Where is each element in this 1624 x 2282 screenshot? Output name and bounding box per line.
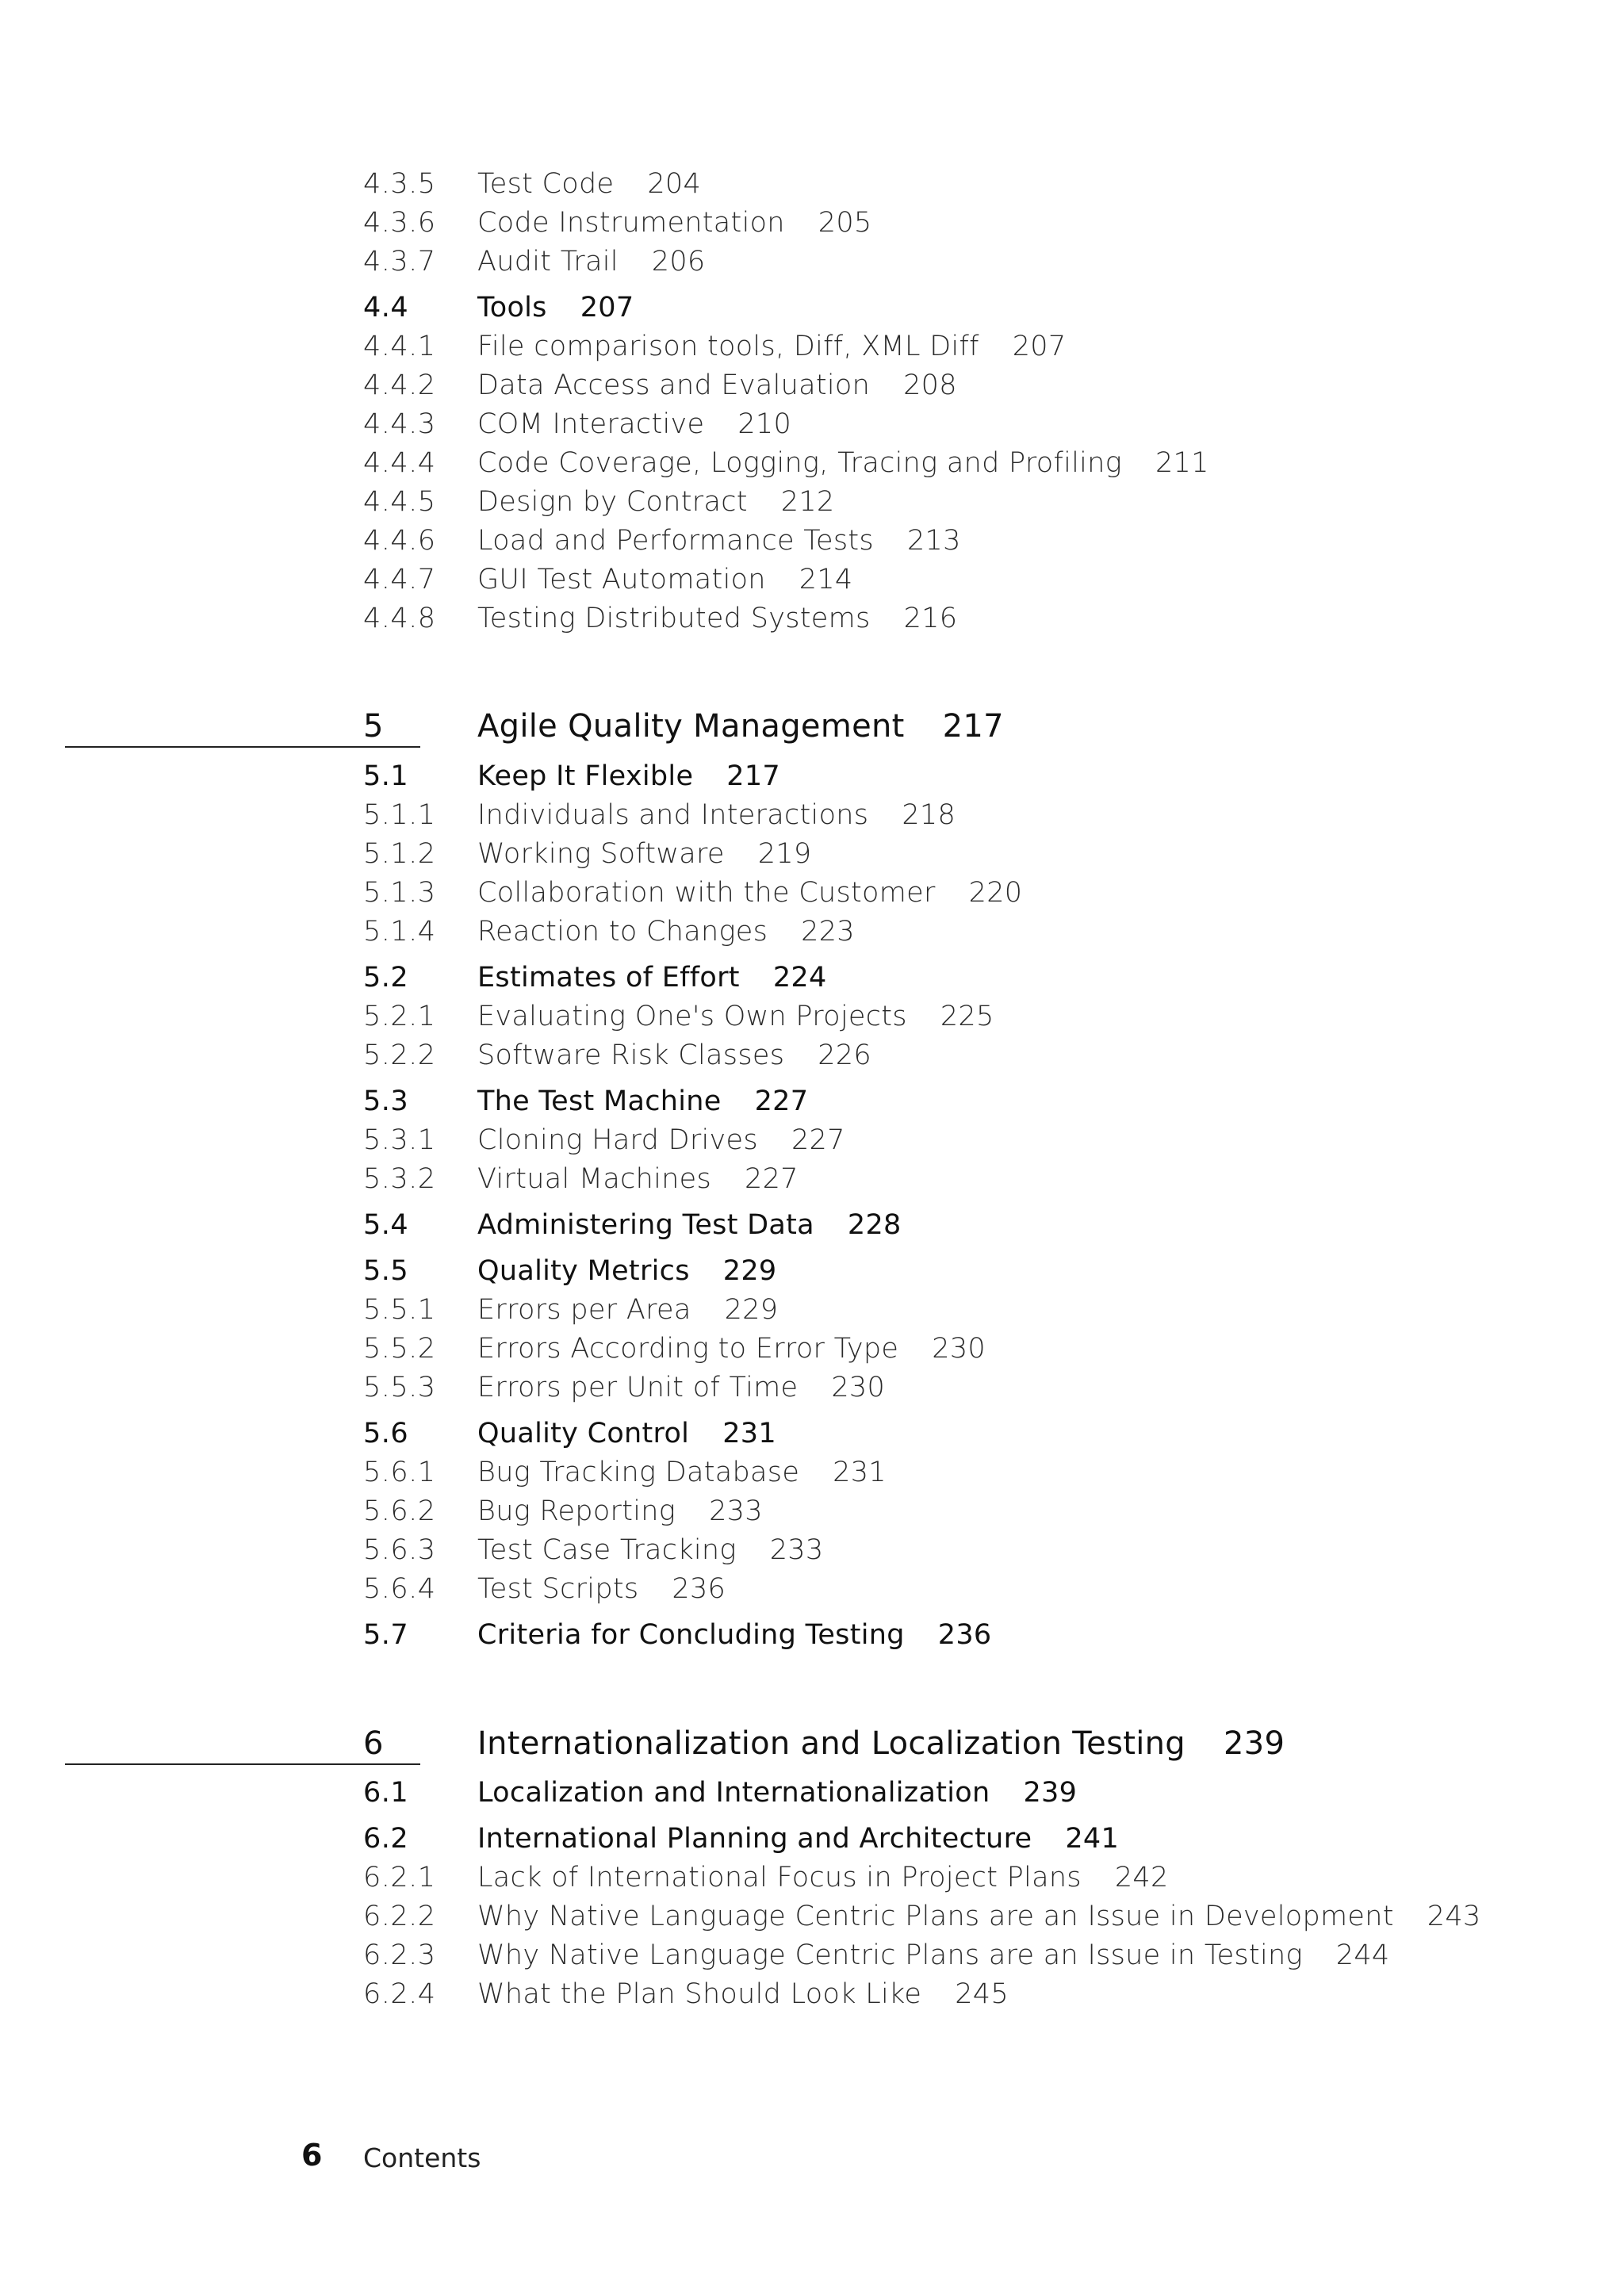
toc-entry-number: 4.4.1 bbox=[363, 331, 436, 362]
footer-label: Contents bbox=[363, 2142, 481, 2173]
toc-entry-number: 6.2.1 bbox=[363, 1862, 436, 1893]
toc-entry-page: 227 bbox=[745, 1163, 799, 1195]
toc-entry-title-text: Why Native Language Centric Plans are an Issue in Testing bbox=[477, 1939, 1303, 1971]
toc-entry-title bbox=[477, 1294, 778, 1326]
toc-entry-title bbox=[477, 1725, 1285, 1762]
toc-entry-page: 231 bbox=[722, 1418, 776, 1449]
toc-entry-title-text: What the Plan Should Look Like bbox=[477, 1978, 922, 2010]
toc-entry-title-text: Code Coverage, Logging, Tracing and Profiling bbox=[477, 447, 1122, 479]
toc-section-entry bbox=[0, 1255, 1624, 1295]
toc-entry-number: 6 bbox=[363, 1725, 384, 1762]
toc-subsection-entry bbox=[0, 246, 1624, 285]
toc-entry-title-text: Quality Control bbox=[477, 1418, 690, 1449]
toc-entry-title bbox=[477, 1457, 887, 1488]
toc-entry-title bbox=[477, 1209, 902, 1241]
toc-subsection-entry bbox=[0, 1457, 1624, 1496]
toc-entry-title-text: Localization and Internationalization bbox=[477, 1777, 990, 1809]
toc-entry-title bbox=[477, 486, 835, 518]
toc-subsection-entry bbox=[0, 1901, 1624, 1940]
toc-entry-number: 5.1.2 bbox=[363, 838, 436, 870]
toc-entry-page: 243 bbox=[1427, 1901, 1481, 1932]
toc-entry-number: 5.1.4 bbox=[363, 916, 436, 948]
toc-entry-title-text: Cloning Hard Drives bbox=[477, 1124, 758, 1156]
toc-entry-page: 245 bbox=[955, 1978, 1009, 2010]
toc-entry-title-text: Virtual Machines bbox=[477, 1163, 712, 1195]
toc-entry-title-text: Internationalization and Localization Testing bbox=[477, 1725, 1185, 1762]
toc-entry-page: 226 bbox=[818, 1040, 871, 1071]
toc-entry-title-text: File comparison tools, Diff, XML Diff bbox=[477, 331, 979, 362]
toc-entry-title-text: Bug Reporting bbox=[477, 1495, 676, 1527]
toc-entry-title bbox=[477, 1901, 1480, 1932]
toc-section-entry bbox=[0, 1823, 1624, 1863]
toc-entry-page: 241 bbox=[1065, 1823, 1120, 1855]
toc-entry-number: 4.3.6 bbox=[363, 207, 436, 239]
toc-entry-title bbox=[477, 1823, 1119, 1855]
toc-entry-title bbox=[477, 708, 1004, 745]
toc-subsection-entry bbox=[0, 1862, 1624, 1901]
toc-subsection-entry bbox=[0, 1294, 1624, 1334]
toc-subsection-entry bbox=[0, 1495, 1624, 1535]
toc-subsection-entry bbox=[0, 486, 1624, 526]
toc-section-entry bbox=[0, 1777, 1624, 1817]
toc-entry-title-text: Errors According to Error Type bbox=[477, 1333, 899, 1365]
toc-entry-title-text: Test Case Tracking bbox=[477, 1534, 737, 1566]
toc-subsection-entry bbox=[0, 1534, 1624, 1574]
toc-subsection-entry bbox=[0, 1978, 1624, 2018]
toc-entry-title-text: Keep It Flexible bbox=[477, 760, 694, 792]
toc-entry-title bbox=[477, 1255, 776, 1287]
toc-entry-page: 244 bbox=[1335, 1939, 1390, 1971]
toc-entry-title bbox=[477, 1495, 763, 1527]
toc-subsection-entry bbox=[0, 838, 1624, 878]
toc-entry-number: 4.3.5 bbox=[363, 168, 436, 200]
toc-entry-number: 5.2.1 bbox=[363, 1001, 436, 1032]
toc-entry-title bbox=[477, 1534, 823, 1566]
toc-entry-number: 6.2.4 bbox=[363, 1978, 436, 2010]
toc-entry-number: 4.4.4 bbox=[363, 447, 436, 479]
toc-entry-title-text: Working Software bbox=[477, 838, 725, 870]
toc-entry-page: 214 bbox=[799, 564, 853, 595]
toc-entry-page: 225 bbox=[940, 1001, 994, 1032]
toc-entry-number: 5.5 bbox=[363, 1255, 409, 1287]
toc-entry-title-text: Errors per Unit of Time bbox=[477, 1372, 799, 1403]
toc-subsection-entry bbox=[0, 207, 1624, 247]
toc-subsection-entry bbox=[0, 1163, 1624, 1203]
toc-subsection-entry bbox=[0, 1372, 1624, 1411]
toc-entry-title bbox=[477, 331, 1066, 362]
toc-entry-number: 5.1.3 bbox=[363, 877, 436, 909]
toc-section-entry bbox=[0, 760, 1624, 800]
toc-subsection-entry bbox=[0, 603, 1624, 642]
toc-entry-title bbox=[477, 246, 705, 278]
toc-entry-title-text: Tools bbox=[477, 292, 547, 324]
toc-subsection-entry bbox=[0, 331, 1624, 370]
toc-entry-number: 6.2.2 bbox=[363, 1901, 436, 1932]
toc-entry-page: 223 bbox=[801, 916, 855, 948]
toc-entry-number: 5.6.1 bbox=[363, 1457, 436, 1488]
toc-entry-title bbox=[477, 207, 872, 239]
toc-subsection-entry bbox=[0, 447, 1624, 487]
toc-entry-title bbox=[477, 168, 701, 200]
toc-entry-number: 6.1 bbox=[363, 1777, 409, 1809]
toc-entry-number: 5.2 bbox=[363, 962, 409, 994]
toc-entry-title-text: COM Interactive bbox=[477, 408, 705, 440]
toc-entry-title bbox=[477, 1040, 871, 1071]
toc-subsection-entry bbox=[0, 408, 1624, 448]
toc-entry-page: 236 bbox=[672, 1573, 726, 1605]
toc-entry-title bbox=[477, 1862, 1169, 1893]
toc-subsection-entry bbox=[0, 1573, 1624, 1613]
toc-entry-page: 227 bbox=[754, 1085, 809, 1117]
toc-entry-number: 5.1 bbox=[363, 760, 409, 792]
toc-entry-title bbox=[477, 292, 634, 324]
toc-entry-title bbox=[477, 1163, 799, 1195]
toc-entry-page: 207 bbox=[1012, 331, 1067, 362]
toc-entry-title-text: Audit Trail bbox=[477, 246, 619, 278]
toc-entry-title-text: Bug Tracking Database bbox=[477, 1457, 800, 1488]
toc-entry-number: 5.3 bbox=[363, 1085, 409, 1117]
toc-entry-number: 5.6.2 bbox=[363, 1495, 436, 1527]
toc-entry-title-text: Quality Metrics bbox=[477, 1255, 690, 1287]
toc-entry-number: 4.4.3 bbox=[363, 408, 436, 440]
toc-subsection-entry bbox=[0, 1001, 1624, 1040]
toc-entry-page: 213 bbox=[906, 525, 961, 557]
toc-entry-page: 211 bbox=[1155, 447, 1209, 479]
toc-entry-page: 236 bbox=[937, 1619, 992, 1651]
toc-entry-title bbox=[477, 760, 780, 792]
toc-entry-title bbox=[477, 369, 957, 401]
toc-entry-page: 217 bbox=[942, 708, 1004, 745]
toc-entry-page: 220 bbox=[968, 877, 1023, 909]
toc-entry-title bbox=[477, 1939, 1389, 1971]
toc-subsection-entry bbox=[0, 916, 1624, 955]
toc-entry-title bbox=[477, 1777, 1077, 1809]
toc-entry-number: 6.2.3 bbox=[363, 1939, 436, 1971]
footer-page-number: 6 bbox=[301, 2138, 323, 2173]
toc-section-entry bbox=[0, 1209, 1624, 1249]
toc-entry-number: 5 bbox=[363, 708, 384, 745]
toc-subsection-entry bbox=[0, 1333, 1624, 1373]
toc-entry-title-text: Criteria for Concluding Testing bbox=[477, 1619, 905, 1651]
toc-entry-number: 4.4.2 bbox=[363, 369, 436, 401]
toc-entry-number: 4.4.7 bbox=[363, 564, 436, 595]
toc-entry-page: 206 bbox=[651, 246, 706, 278]
toc-entry-page: 242 bbox=[1114, 1862, 1169, 1893]
toc-entry-page: 239 bbox=[1223, 1725, 1285, 1762]
toc-entry-title bbox=[477, 564, 853, 595]
toc-section-entry bbox=[0, 962, 1624, 1001]
toc-entry-title-text: Data Access and Evaluation bbox=[477, 369, 871, 401]
toc-subsection-entry bbox=[0, 1939, 1624, 1979]
toc-subsection-entry bbox=[0, 525, 1624, 565]
toc-entry-number: 5.6.4 bbox=[363, 1573, 436, 1605]
toc-entry-title bbox=[477, 799, 956, 831]
toc-entry-title-text: International Planning and Architecture bbox=[477, 1823, 1032, 1855]
toc-entry-number: 5.3.2 bbox=[363, 1163, 436, 1195]
toc-entry-title bbox=[477, 1124, 845, 1156]
toc-section-entry bbox=[0, 1619, 1624, 1659]
toc-entry-title bbox=[477, 525, 961, 557]
toc-entry-title bbox=[477, 1619, 991, 1651]
toc-entry-page: 227 bbox=[791, 1124, 845, 1156]
page-footer bbox=[0, 2138, 1624, 2177]
toc-entry-page: 224 bbox=[772, 962, 827, 994]
toc-entry-page: 229 bbox=[722, 1255, 777, 1287]
toc-entry-title-text: Estimates of Effort bbox=[477, 962, 740, 994]
toc-subsection-entry bbox=[0, 1124, 1624, 1164]
toc-entry-page: 228 bbox=[847, 1209, 902, 1241]
toc-entry-page: 229 bbox=[724, 1294, 779, 1326]
toc-entry-page: 216 bbox=[903, 603, 958, 634]
toc-entry-title-text: Individuals and Interactions bbox=[477, 799, 869, 831]
toc-entry-title-text: Testing Distributed Systems bbox=[477, 603, 871, 634]
toc-entry-page: 210 bbox=[737, 408, 792, 440]
toc-entry-title bbox=[477, 1418, 776, 1449]
toc-entry-title bbox=[477, 603, 957, 634]
toc-entry-page: 233 bbox=[709, 1495, 763, 1527]
toc-subsection-entry bbox=[0, 1040, 1624, 1079]
chapter-rule bbox=[65, 1763, 420, 1765]
toc-entry-number: 5.2.2 bbox=[363, 1040, 436, 1071]
toc-entry-title-text: Evaluating One's Own Projects bbox=[477, 1001, 907, 1032]
toc-entry-title-text: Design by Contract bbox=[477, 486, 748, 518]
toc-entry-title-text: Errors per Area bbox=[477, 1294, 691, 1326]
toc-entry-page: 230 bbox=[932, 1333, 986, 1365]
toc-entry-number: 4.4.6 bbox=[363, 525, 436, 557]
toc-entry-number: 6.2 bbox=[363, 1823, 409, 1855]
toc-entry-number: 4.4 bbox=[363, 292, 409, 324]
toc-entry-number: 5.5.1 bbox=[363, 1294, 436, 1326]
toc-entry-page: 219 bbox=[757, 838, 812, 870]
chapter-rule bbox=[65, 746, 420, 748]
toc-entry-page: 217 bbox=[726, 760, 780, 792]
toc-entry-title bbox=[477, 1001, 994, 1032]
toc-entry-page: 207 bbox=[580, 292, 634, 324]
toc-entry-title bbox=[477, 1085, 808, 1117]
toc-entry-page: 230 bbox=[831, 1372, 886, 1403]
toc-subsection-entry bbox=[0, 369, 1624, 409]
toc-entry-title-text: Code Instrumentation bbox=[477, 207, 785, 239]
toc-subsection-entry bbox=[0, 877, 1624, 917]
toc-entry-title-text: Agile Quality Management bbox=[477, 708, 905, 745]
toc-entry-title-text: GUI Test Automation bbox=[477, 564, 766, 595]
toc-entry-title-text: Test Scripts bbox=[477, 1573, 639, 1605]
toc-entry-title-text: The Test Machine bbox=[477, 1085, 722, 1117]
toc-chapter-entry bbox=[0, 708, 1624, 748]
toc-entry-title bbox=[477, 1978, 1009, 2010]
toc-entry-title bbox=[477, 916, 855, 948]
toc-entry-number: 4.4.8 bbox=[363, 603, 436, 634]
toc-entry-page: 208 bbox=[903, 369, 957, 401]
toc-entry-title bbox=[477, 877, 1022, 909]
toc-entry-page: 233 bbox=[769, 1534, 824, 1566]
toc-chapter-entry bbox=[0, 1725, 1624, 1765]
toc-entry-page: 231 bbox=[833, 1457, 887, 1488]
toc-entry-title bbox=[477, 408, 791, 440]
toc-entry-title-text: Administering Test Data bbox=[477, 1209, 814, 1241]
toc-entry-title-text: Test Code bbox=[477, 168, 615, 200]
toc-subsection-entry bbox=[0, 168, 1624, 208]
toc-entry-number: 5.1.1 bbox=[363, 799, 436, 831]
toc-entry-number: 5.6 bbox=[363, 1418, 409, 1449]
toc-section-entry bbox=[0, 292, 1624, 331]
toc-entry-number: 5.5.3 bbox=[363, 1372, 436, 1403]
toc-entry-page: 239 bbox=[1023, 1777, 1078, 1809]
toc-entry-number: 5.4 bbox=[363, 1209, 409, 1241]
toc-entry-number: 5.5.2 bbox=[363, 1333, 436, 1365]
toc-section-entry bbox=[0, 1085, 1624, 1125]
toc-entry-number: 4.3.7 bbox=[363, 246, 436, 278]
toc-entry-title bbox=[477, 1573, 726, 1605]
toc-entry-number: 5.6.3 bbox=[363, 1534, 436, 1566]
toc-entry-title bbox=[477, 962, 827, 994]
toc-entry-title bbox=[477, 1333, 986, 1365]
toc-entry-number: 5.3.1 bbox=[363, 1124, 436, 1156]
toc-entry-page: 218 bbox=[902, 799, 956, 831]
toc-entry-title bbox=[477, 838, 811, 870]
toc-subsection-entry bbox=[0, 799, 1624, 839]
toc-entry-page: 205 bbox=[818, 207, 872, 239]
toc-entry-page: 212 bbox=[780, 486, 835, 518]
toc-entry-title-text: Load and Performance Tests bbox=[477, 525, 874, 557]
toc-entry-title-text: Collaboration with the Customer bbox=[477, 877, 936, 909]
toc-entry-title-text: Why Native Language Centric Plans are an Issue in Development bbox=[477, 1901, 1394, 1932]
toc-entry-title-text: Reaction to Changes bbox=[477, 916, 768, 948]
toc-section-entry bbox=[0, 1418, 1624, 1457]
toc-entry-title bbox=[477, 1372, 885, 1403]
toc-entry-title-text: Software Risk Classes bbox=[477, 1040, 785, 1071]
toc-entry-page: 204 bbox=[647, 168, 702, 200]
toc-entry-number: 5.7 bbox=[363, 1619, 409, 1651]
toc-entry-title-text: Lack of International Focus in Project Plans bbox=[477, 1862, 1082, 1893]
toc-entry-number: 4.4.5 bbox=[363, 486, 436, 518]
toc-subsection-entry bbox=[0, 564, 1624, 603]
toc-entry-title bbox=[477, 447, 1209, 479]
